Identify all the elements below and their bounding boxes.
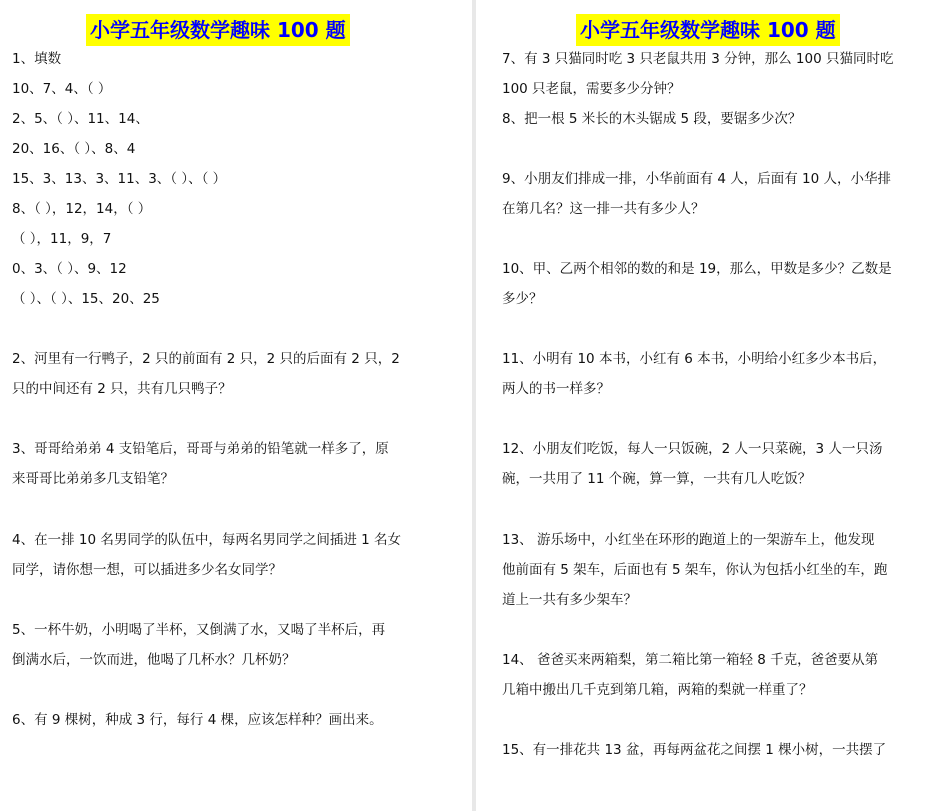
- text-line: 100 只老鼠，需要多少分钟？: [502, 81, 681, 97]
- text-line: 10、7、4、（ ）: [12, 81, 112, 97]
- text-line: 同学，请你想一想，可以插进多少名女同学？: [12, 562, 282, 578]
- text-line: 2、河里有一行鸭子，2 只的前面有 2 只，2 只的后面有 2 只，2: [12, 351, 400, 367]
- text-line: 13、 游乐场中，小红坐在环形的跑道上的一架游车上，他发现: [502, 532, 875, 548]
- text-line: （ ）、（ ）、15、20、25: [12, 291, 160, 307]
- text-line: 9、小朋友们排成一排，小华前面有 4 人，后面有 10 人，小华排: [502, 171, 892, 187]
- text-line: 8、（ ），12，14，（ ）: [12, 201, 152, 217]
- text-line: 来哥哥比弟弟多几支铅笔？: [12, 471, 174, 487]
- text-line: （ ），11，9，7: [12, 231, 112, 247]
- text-line: 几箱中搬出几千克到第几箱，两箱的梨就一样重了？: [502, 682, 813, 698]
- text-line: 他前面有 5 架车，后面也有 5 架车，你认为包括小红坐的车，跑: [502, 562, 888, 578]
- text-line: 多少？: [502, 291, 543, 307]
- text-line: 0、3、（ ）、9、12: [12, 261, 127, 277]
- text-line: 在第几名？这一排一共有多少人？: [502, 201, 705, 217]
- text-line: 1、填数: [12, 51, 62, 67]
- text-line: 10、甲、乙两个相邻的数的和是 19，那么，甲数是多少？乙数是: [502, 261, 892, 277]
- text-line: 碗，一共用了 11 个碗，算一算，一共有几人吃饭？: [502, 471, 812, 487]
- text-line: 11、小明有 10 本书，小红有 6 本书，小明给小红多少本书后，: [502, 351, 887, 367]
- text-line: 15、有一排花共 13 盆，再每两盆花之间摆 1 棵小树，一共摆了: [502, 742, 887, 758]
- text-line: 道上一共有多少架车？: [502, 592, 637, 608]
- left-page: [0, 0, 472, 811]
- text-line: 14、 爸爸买来两箱梨，第二箱比第一箱轻 8 千克，爸爸要从第: [502, 652, 879, 668]
- text-line: 6、有 9 棵树，种成 3 行，每行 4 棵，应该怎样种？画出来。: [12, 712, 383, 728]
- text-line: 8、把一根 5 米长的木头锯成 5 段，要锯多少次？: [502, 111, 802, 127]
- left-page-title: 小学五年级数学趣味 100 题: [86, 14, 350, 46]
- right-page-title: 小学五年级数学趣味 100 题: [576, 14, 840, 46]
- text-line: 4、在一排 10 名男同学的队伍中，每两名男同学之间插进 1 名女: [12, 532, 402, 548]
- text-line: 15、3、13、3、11、3、（ ）、（ ）: [12, 171, 227, 187]
- text-line: 5、一杯牛奶，小明喝了半杯，又倒满了水，又喝了半杯后，再: [12, 622, 386, 638]
- text-line: 两人的书一样多？: [502, 381, 610, 397]
- text-line: 只的中间还有 2 只，共有几只鸭子？: [12, 381, 232, 397]
- text-line: 倒满水后，一饮而进，他喝了几杯水？几杯奶？: [12, 652, 296, 668]
- text-line: 20、16、（ ）、8、4: [12, 141, 136, 157]
- right-page: [476, 0, 948, 811]
- text-line: 12、小朋友们吃饭，每人一只饭碗，2 人一只菜碗，3 人一只汤: [502, 441, 883, 457]
- text-line: 7、有 3 只猫同时吃 3 只老鼠共用 3 分钟，那么 100 只猫同时吃: [502, 51, 894, 67]
- text-line: 2、5、（ ）、11、14、: [12, 111, 149, 127]
- text-line: 3、哥哥给弟弟 4 支铅笔后，哥哥与弟弟的铅笔就一样多了，原: [12, 441, 389, 457]
